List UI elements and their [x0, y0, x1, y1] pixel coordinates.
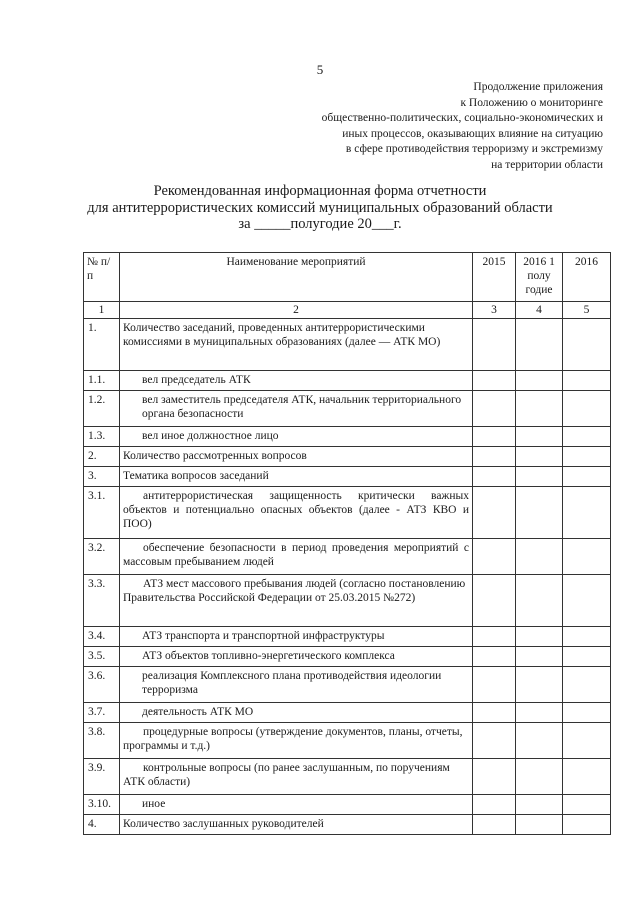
- value-cell[interactable]: [516, 539, 563, 575]
- table-row: [84, 447, 611, 467]
- row-number: 3.6.: [84, 667, 120, 703]
- value-cell[interactable]: [563, 467, 611, 487]
- appendix-note: [322, 80, 603, 174]
- row-number: 1.3.: [84, 427, 120, 447]
- value-cell[interactable]: [516, 487, 563, 539]
- value-cell[interactable]: [516, 447, 563, 467]
- value-cell[interactable]: [516, 391, 563, 427]
- value-cell[interactable]: [473, 647, 516, 667]
- appendix-line: иных процессов, оказывающих влияние на ситуацию: [342, 127, 603, 140]
- report-table: [83, 252, 611, 835]
- page-number: 5: [316, 62, 324, 77]
- value-cell[interactable]: [473, 319, 516, 371]
- title-line-1: Рекомендованная информационная форма отчетности: [153, 183, 487, 199]
- table-row: [84, 467, 611, 487]
- value-cell[interactable]: [563, 759, 611, 795]
- value-cell[interactable]: [563, 539, 611, 575]
- row-text: АТЗ мест массового пребывания людей (согласно постановлению Правительства Российской Федерации от 25.03.2015 №272): [120, 575, 473, 627]
- value-cell[interactable]: [473, 391, 516, 427]
- row-text: обеспечение безопасности в период проведения мероприятий с массовым пребыванием людей: [120, 539, 473, 575]
- value-cell[interactable]: [563, 795, 611, 815]
- table-row: [84, 427, 611, 447]
- column-number: 1: [84, 302, 120, 319]
- value-cell[interactable]: [563, 627, 611, 647]
- value-cell[interactable]: [516, 319, 563, 371]
- table-row: [84, 795, 611, 815]
- row-text: вел заместитель председателя АТК, начальник территориального органа безопасности: [120, 391, 473, 427]
- row-number: 3.3.: [84, 575, 120, 627]
- row-text: вел председатель АТК: [120, 371, 473, 391]
- value-cell[interactable]: [473, 815, 516, 835]
- column-number: 4: [516, 302, 563, 319]
- row-text: антитеррористическая защищенность критически важных объектов и потенциально опасных объектов (далее - АТЗ КВО и ПОО): [120, 487, 473, 539]
- table-row: [84, 575, 611, 627]
- row-text: контрольные вопросы (по ранее заслушанным, по поручениям АТК области): [120, 759, 473, 795]
- table-row: [84, 391, 611, 427]
- value-cell[interactable]: [473, 723, 516, 759]
- table-row: [84, 627, 611, 647]
- row-text: иное: [120, 795, 473, 815]
- row-text: Количество заслушанных руководителей: [120, 815, 473, 835]
- appendix-line: к Положению о мониторинге: [460, 96, 603, 109]
- value-cell[interactable]: [473, 467, 516, 487]
- table-row: [84, 815, 611, 835]
- value-cell[interactable]: [473, 427, 516, 447]
- table-row: [84, 319, 611, 371]
- value-cell[interactable]: [473, 575, 516, 627]
- header-row: [84, 253, 611, 302]
- appendix-line: общественно-политических, социально-экономических и: [321, 112, 603, 125]
- value-cell[interactable]: [563, 723, 611, 759]
- row-number: 3.5.: [84, 647, 120, 667]
- row-text: АТЗ транспорта и транспортной инфраструктуры: [120, 627, 473, 647]
- value-cell[interactable]: [516, 467, 563, 487]
- header-name: Наименование мероприятий: [120, 253, 473, 302]
- value-cell[interactable]: [516, 815, 563, 835]
- row-number: 3.: [84, 467, 120, 487]
- table-row: [84, 371, 611, 391]
- value-cell[interactable]: [516, 627, 563, 647]
- value-cell[interactable]: [563, 319, 611, 371]
- value-cell[interactable]: [516, 427, 563, 447]
- appendix-line: в сфере противодействия терроризму и экстремизму: [345, 143, 603, 156]
- value-cell[interactable]: [563, 647, 611, 667]
- table-row: [84, 759, 611, 795]
- row-text: вел иное должностное лицо: [120, 427, 473, 447]
- row-number: 3.9.: [84, 759, 120, 795]
- row-number: 1.2.: [84, 391, 120, 427]
- row-number: 2.: [84, 447, 120, 467]
- row-number: 3.7.: [84, 703, 120, 723]
- value-cell[interactable]: [473, 447, 516, 467]
- value-cell[interactable]: [516, 667, 563, 703]
- value-cell[interactable]: [563, 371, 611, 391]
- header-num: № п/п: [84, 253, 120, 302]
- value-cell[interactable]: [516, 647, 563, 667]
- value-cell[interactable]: [563, 427, 611, 447]
- title-line-3: за _____полугодие 20___г.: [238, 216, 402, 232]
- row-text: Тематика вопросов заседаний: [120, 467, 473, 487]
- appendix-line: Продолжение приложения: [473, 81, 603, 93]
- header-2016-half: 2016 1 полу годие: [516, 253, 563, 302]
- column-number: 3: [473, 302, 516, 319]
- value-cell[interactable]: [563, 487, 611, 539]
- row-number: 3.1.: [84, 487, 120, 539]
- value-cell[interactable]: [516, 575, 563, 627]
- row-text: реализация Комплексного плана противодействия идеологии терроризма: [120, 667, 473, 703]
- value-cell[interactable]: [563, 447, 611, 467]
- table-row: [84, 703, 611, 723]
- row-text: деятельность АТК МО: [120, 703, 473, 723]
- value-cell[interactable]: [563, 575, 611, 627]
- value-cell[interactable]: [473, 667, 516, 703]
- title-line-2: для антитеррористических комиссий муниципальных образований области: [87, 199, 553, 216]
- row-number: 3.8.: [84, 723, 120, 759]
- value-cell[interactable]: [516, 759, 563, 795]
- value-cell[interactable]: [563, 703, 611, 723]
- value-cell[interactable]: [473, 371, 516, 391]
- row-number: 3.10.: [84, 795, 120, 815]
- value-cell[interactable]: [473, 627, 516, 647]
- column-numbers-row: [84, 302, 611, 319]
- table-row: [84, 647, 611, 667]
- value-cell[interactable]: [516, 723, 563, 759]
- value-cell[interactable]: [473, 539, 516, 575]
- table-row: [84, 667, 611, 703]
- form-title: [0, 183, 640, 233]
- table-row: [84, 487, 611, 539]
- appendix-line: на территории области: [491, 158, 603, 171]
- row-text: Количество рассмотренных вопросов: [120, 447, 473, 467]
- row-number: 1.1.: [84, 371, 120, 391]
- row-text: процедурные вопросы (утверждение документов, планы, отчеты, программы и т.д.): [120, 723, 473, 759]
- value-cell[interactable]: [473, 759, 516, 795]
- row-text: Количество заседаний, проведенных антитеррористическими комиссиями в муниципальных образованиях (далее — АТК МО): [120, 319, 473, 371]
- value-cell[interactable]: [563, 815, 611, 835]
- row-number: 1.: [84, 319, 120, 371]
- row-number: 4.: [84, 815, 120, 835]
- value-cell[interactable]: [473, 703, 516, 723]
- value-cell[interactable]: [563, 667, 611, 703]
- value-cell[interactable]: [473, 795, 516, 815]
- table-row: [84, 723, 611, 759]
- table-row: [84, 539, 611, 575]
- value-cell[interactable]: [563, 391, 611, 427]
- value-cell[interactable]: [516, 795, 563, 815]
- header-2016: 2016: [563, 253, 611, 302]
- value-cell[interactable]: [516, 703, 563, 723]
- row-text: АТЗ объектов топливно-энергетического комплекса: [120, 647, 473, 667]
- column-number: 5: [563, 302, 611, 319]
- row-number: 3.4.: [84, 627, 120, 647]
- value-cell[interactable]: [473, 487, 516, 539]
- column-number: 2: [120, 302, 473, 319]
- value-cell[interactable]: [516, 371, 563, 391]
- row-number: 3.2.: [84, 539, 120, 575]
- header-2015: 2015: [473, 253, 516, 302]
